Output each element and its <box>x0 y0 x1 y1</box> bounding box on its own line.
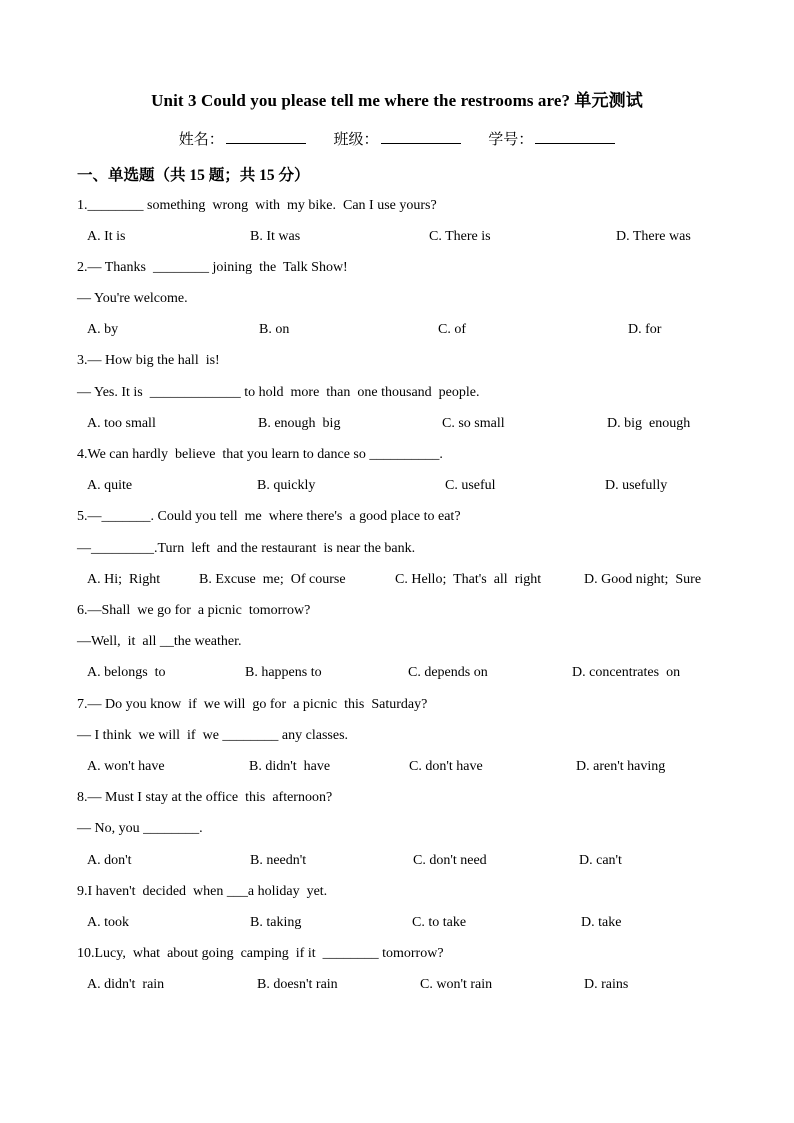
option-b[interactable]: B. taking <box>250 915 302 930</box>
question-5-options <box>0 572 794 590</box>
number-blank[interactable] <box>535 129 615 144</box>
question-2-line-1: 2.— Thanks ________ joining the Talk Show! <box>77 260 348 275</box>
question-5-line-1: 5.—_______. Could you tell me where there's a good place to eat? <box>77 509 461 524</box>
option-c[interactable]: C. don't have <box>409 759 483 774</box>
option-b[interactable]: B. didn't have <box>249 759 331 774</box>
question-3-line-2: — Yes. It is _____________ to hold more than one thousand people. <box>77 385 480 400</box>
section-header: 一、单选题（共 15 题；共 15 分） <box>77 167 310 184</box>
name-label: 姓名： <box>178 132 224 148</box>
page-title: Unit 3 Could you please tell me where the restrooms are? 单元测试 <box>151 91 643 110</box>
option-c[interactable]: C. don't need <box>413 853 487 868</box>
student-info <box>0 128 794 149</box>
option-b[interactable]: B. on <box>259 322 290 337</box>
option-a[interactable]: A. quite <box>87 478 133 493</box>
name-field <box>179 128 306 149</box>
question-4-options <box>0 478 794 496</box>
option-b[interactable]: B. enough big <box>258 416 341 431</box>
question-10-options <box>0 977 794 995</box>
question-3-line-1: 3.— How big the hall is! <box>77 353 220 368</box>
question-8-line-1: 8.— Must I stay at the office this afternoon? <box>77 790 333 805</box>
question-7-line-1: 7.— Do you know if we will go for a picnic this Saturday? <box>77 697 428 712</box>
number-label: 学号： <box>488 132 534 148</box>
question-9-line-1: 9.I haven't decided when ___a holiday yet. <box>77 884 328 899</box>
option-c[interactable]: C. so small <box>442 416 505 431</box>
question-8-line-2: — No, you ________. <box>77 821 203 836</box>
option-c[interactable]: C. There is <box>429 229 491 244</box>
question-6-line-1: 6.—Shall we go for a picnic tomorrow? <box>77 603 311 618</box>
option-b[interactable]: B. It was <box>250 229 301 244</box>
question-2-line-2: — You're welcome. <box>77 291 188 306</box>
question-9-options <box>0 915 794 933</box>
question-1-options <box>0 229 794 247</box>
question-7-line-2: — I think we will if we ________ any classes. <box>77 728 349 743</box>
name-blank[interactable] <box>226 129 306 144</box>
option-c[interactable]: C. Hello; That's all right <box>395 572 542 587</box>
option-d[interactable]: D. take <box>581 915 622 930</box>
question-2-options <box>0 322 794 340</box>
question-10-line-1: 10.Lucy, what about going camping if it ________ tomorrow? <box>77 946 444 961</box>
option-d[interactable]: D. Good night; Sure <box>584 572 702 587</box>
option-c[interactable]: C. to take <box>412 915 467 930</box>
option-a[interactable]: A. Hi; Right <box>87 572 161 587</box>
option-b[interactable]: B. doesn't rain <box>257 977 338 992</box>
class-field <box>333 128 460 149</box>
option-d[interactable]: D. big enough <box>607 416 691 431</box>
option-a[interactable]: A. It is <box>87 229 126 244</box>
option-d[interactable]: D. rains <box>584 977 629 992</box>
question-5-line-2: —_________.Turn left and the restaurant is near the bank. <box>77 541 416 556</box>
option-d[interactable]: D. There was <box>616 229 691 244</box>
question-6-options <box>0 665 794 683</box>
option-c[interactable]: C. depends on <box>408 665 488 680</box>
number-field <box>488 128 615 149</box>
option-a[interactable]: A. won't have <box>87 759 165 774</box>
option-b[interactable]: B. needn't <box>250 853 307 868</box>
option-d[interactable]: D. for <box>628 322 662 337</box>
option-c[interactable]: C. won't rain <box>420 977 493 992</box>
option-b[interactable]: B. Excuse me; Of course <box>199 572 346 587</box>
option-c[interactable]: C. of <box>438 322 466 337</box>
option-b[interactable]: B. quickly <box>257 478 316 493</box>
question-4-line-1: 4.We can hardly believe that you learn to dance so __________. <box>77 447 443 462</box>
question-7-options <box>0 759 794 777</box>
question-3-options <box>0 416 794 434</box>
option-d[interactable]: D. usefully <box>605 478 668 493</box>
option-a[interactable]: A. didn't rain <box>87 977 165 992</box>
option-a[interactable]: A. took <box>87 915 129 930</box>
option-b[interactable]: B. happens to <box>245 665 322 680</box>
option-d[interactable]: D. aren't having <box>576 759 666 774</box>
class-blank[interactable] <box>381 129 461 144</box>
question-1-line-1: 1.________ something wrong with my bike. Can I use yours? <box>77 198 437 213</box>
option-a[interactable]: A. too small <box>87 416 156 431</box>
option-a[interactable]: A. belongs to <box>87 665 166 680</box>
option-d[interactable]: D. concentrates on <box>572 665 681 680</box>
option-a[interactable]: A. don't <box>87 853 132 868</box>
question-6-line-2: —Well, it all __the weather. <box>77 634 242 649</box>
option-a[interactable]: A. by <box>87 322 119 337</box>
option-c[interactable]: C. useful <box>445 478 496 493</box>
question-8-options <box>0 853 794 871</box>
class-label: 班级： <box>333 132 379 148</box>
option-d[interactable]: D. can't <box>579 853 622 868</box>
